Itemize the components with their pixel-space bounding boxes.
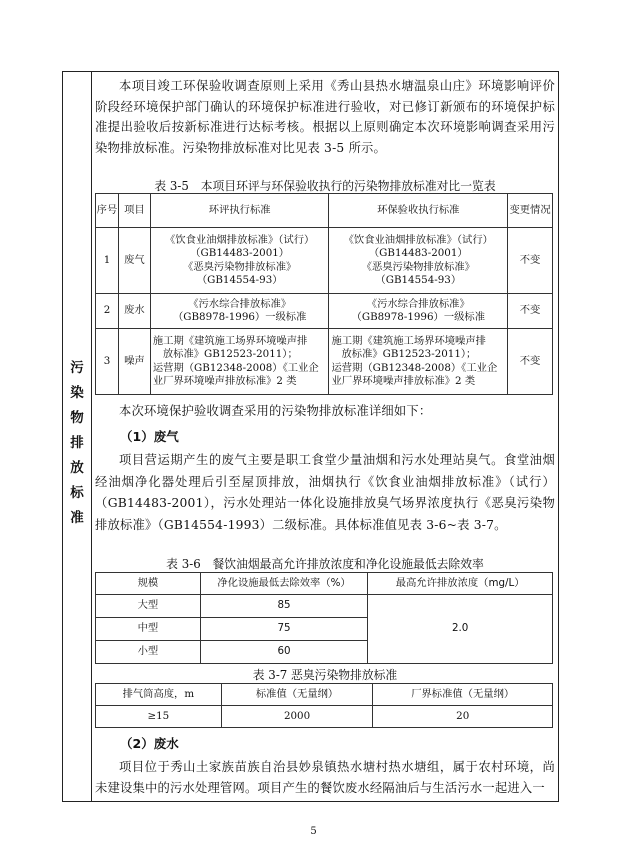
cell-line: （GB14554-93） xyxy=(375,274,462,286)
subheading-waste-gas: （1）废气 xyxy=(120,429,179,444)
para-waste-gas: 项目营运期产生的废气主要是职工食堂少量油烟和污水处理站臭气。食堂油烟经油烟净化器处理后引至屋顶排放，油烟执行《饮食业油烟排放标准》（试行）（GB14483-2001），污水处理站一体化设施排放臭气场界浓度执行《恶臭污染物排放标准》（GB14554-1993）二级标准。具体标准值见表 3-6~表 3-7。 xyxy=(95,453,555,532)
cell-line: 放标准》GB12523-2011）； xyxy=(162,348,298,360)
row-item: 噪声 xyxy=(118,329,150,395)
header-stack-height: 排气筒高度，m xyxy=(96,684,222,706)
cell-line: 《恶臭污染物排放标准》 xyxy=(183,260,297,273)
cell-line: 业厂界环境噪声排放标准》2 类 xyxy=(331,375,476,387)
side-label-char: 物 xyxy=(70,410,84,426)
cell-line: （GB8978-1996）一级标准 xyxy=(351,311,486,323)
table35-caption: 表 3-5 本项目环评与环保验收执行的污染物排放标准对比一览表 xyxy=(154,179,496,193)
side-label-char: 排 xyxy=(70,435,84,451)
side-column xyxy=(62,71,92,802)
intro-paragraph: 本项目竣工环保验收调查原则上采用《秀山县热水塘温泉山庄》环境影响评价阶段经环境保护部门确认的环境保护标准进行验收，对已修订新颁布的环境保护标准提出验收后按新标准进行达标考核。根据以上原则确定本次环境影响调查采用污染物排放标准。污染物排放标准对比见表 3-5 所示。 xyxy=(95,79,555,155)
table-row xyxy=(96,706,553,728)
cell-line: 《污水综合排放标准》 xyxy=(188,297,292,310)
cell-efficiency: 60 xyxy=(200,641,368,664)
table37-caption: 表 3-7 恶臭污染物排放标准 xyxy=(252,668,398,682)
cell-line: 《恶臭污染物排放标准》 xyxy=(361,260,475,273)
cell-line: 运营期（GB12348-2008）《工业企 xyxy=(152,361,319,374)
table36 xyxy=(95,572,553,664)
cell-line: 业厂界环境噪声排放标准》2 类 xyxy=(152,375,297,387)
row-no: 1 xyxy=(96,228,119,294)
cell-standard: 2000 xyxy=(221,706,373,728)
cell-scale: 中型 xyxy=(96,618,201,641)
side-label-char: 染 xyxy=(70,385,84,401)
cell-line: 放标准》GB12523-2011）； xyxy=(341,348,477,360)
header-item: 项目 xyxy=(118,194,150,228)
table35 xyxy=(95,193,553,395)
side-label-char: 准 xyxy=(70,510,84,526)
row-change: 不变 xyxy=(508,294,553,329)
header-efficiency: 净化设施最低去除效率（%） xyxy=(200,573,368,595)
para-waste-water: 项目位于秀山土家族苗族自治县妙泉镇热水塘村热水塘组，属于农村环境，尚未建设集中的污水处理管网。项目产生的餐饮废水经隔油后与生活污水一起进入一 xyxy=(95,760,555,795)
cell-line: （GB8978-1996）一级标准 xyxy=(172,311,307,323)
header-boundary: 厂界标准值（无量纲） xyxy=(373,684,553,706)
header-max-conc: 最高允许排放浓度（mg/L） xyxy=(368,573,553,595)
row-acceptance xyxy=(329,228,508,294)
page-number: 5 xyxy=(310,826,317,837)
cell-line: 《饮食业油烟排放标准》（试行） xyxy=(343,233,493,246)
table36-caption: 表 3-6 餐饮油烟最高允许排放浓度和净化设施最低去除效率 xyxy=(166,557,484,571)
cell-scale: 小型 xyxy=(96,641,201,664)
cell-efficiency: 85 xyxy=(200,595,368,618)
row-no: 3 xyxy=(96,329,119,395)
cell-max-conc: 2.0 xyxy=(368,595,553,664)
row-eia xyxy=(150,294,329,329)
table-row xyxy=(96,595,553,618)
cell-stack-height: ≥15 xyxy=(96,706,222,728)
table-row xyxy=(96,228,553,294)
row-no: 2 xyxy=(96,294,119,329)
cell-scale: 大型 xyxy=(96,595,201,618)
cell-line: 施工期《建筑施工场界环境噪声排 xyxy=(331,334,486,347)
side-label-char: 放 xyxy=(70,460,84,476)
cell-line: （GB14483-2001） xyxy=(190,247,290,259)
cell-efficiency: 75 xyxy=(200,618,368,641)
cell-line: （GB14554-93） xyxy=(196,274,283,286)
table-row xyxy=(96,294,553,329)
row-eia xyxy=(150,228,329,294)
cell-line: 《饮食业油烟排放标准》（试行） xyxy=(165,233,315,246)
header-no: 序号 xyxy=(96,194,119,228)
side-label-char: 标 xyxy=(70,485,84,501)
cell-line: 运营期（GB12348-2008）《工业企 xyxy=(331,361,498,374)
cell-line: 《污水综合排放标准》 xyxy=(366,297,470,310)
cell-line: 施工期《建筑施工场界环境噪声排 xyxy=(152,334,308,347)
header-acceptance: 环保验收执行标准 xyxy=(329,194,508,228)
row-item: 废水 xyxy=(118,294,150,329)
table37 xyxy=(95,683,553,728)
header-standard: 标准值（无量纲） xyxy=(221,684,373,706)
side-label xyxy=(62,356,92,531)
para-standards-intro: 本次环境保护验收调查采用的污染物排放标准详细如下： xyxy=(119,404,432,418)
header-change: 变更情况 xyxy=(508,194,553,228)
row-change: 不变 xyxy=(508,228,553,294)
header-scale: 规模 xyxy=(96,573,201,595)
cell-boundary: 20 xyxy=(373,706,553,728)
row-acceptance xyxy=(329,329,508,395)
row-acceptance xyxy=(329,294,508,329)
row-item: 废气 xyxy=(118,228,150,294)
table-row xyxy=(96,329,553,395)
row-change: 不变 xyxy=(508,329,553,395)
subheading-waste-water: （2）废水 xyxy=(120,736,179,751)
header-eia: 环评执行标准 xyxy=(150,194,329,228)
cell-line: （GB14483-2001） xyxy=(368,247,468,259)
row-eia xyxy=(150,329,329,395)
side-label-char: 污 xyxy=(70,360,84,376)
